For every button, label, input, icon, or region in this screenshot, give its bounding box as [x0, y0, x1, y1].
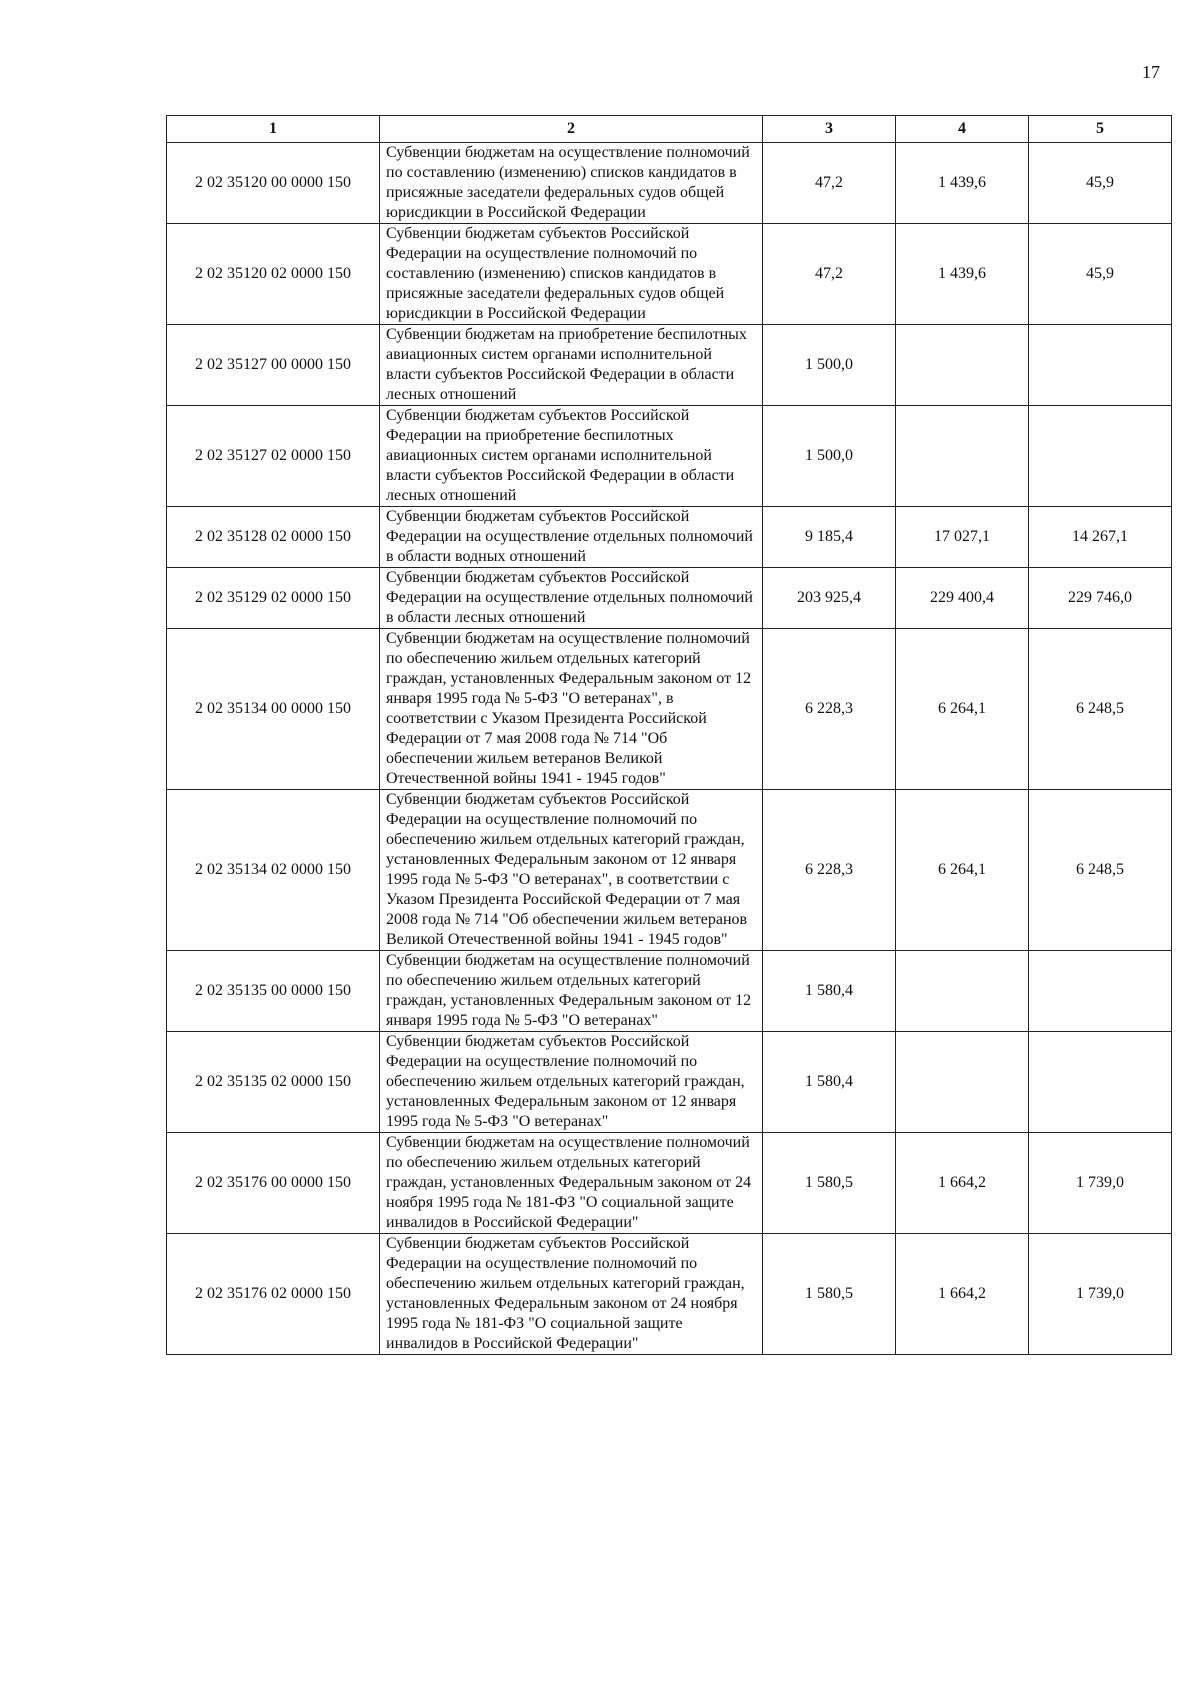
column-header: 1	[167, 116, 380, 143]
table-row	[167, 1133, 1172, 1234]
table-row	[167, 1032, 1172, 1133]
value-col5-cell: 45,9	[1029, 224, 1172, 325]
description-cell: Субвенции бюджетам на приобретение беспилотных авиационных систем органами исполнительной власти субъектов Российской Федерации в области лесных отношений	[380, 325, 763, 406]
budget-code-cell: 2 02 35127 02 0000 150	[167, 406, 380, 507]
value-col3-cell: 47,2	[763, 224, 896, 325]
value-col5-cell: 229 746,0	[1029, 568, 1172, 629]
value-col5-cell: 1 739,0	[1029, 1234, 1172, 1355]
budget-code-cell: 2 02 35128 02 0000 150	[167, 507, 380, 568]
table-row	[167, 1234, 1172, 1355]
value-col5-cell	[1029, 1032, 1172, 1133]
table-row	[167, 951, 1172, 1032]
description-cell: Субвенции бюджетам субъектов Российской Федерации на осуществление отдельных полномочий в области лесных отношений	[380, 568, 763, 629]
value-col5-cell: 6 248,5	[1029, 790, 1172, 951]
budget-table	[166, 115, 1172, 1355]
description-cell: Субвенции бюджетам на осуществление полномочий по обеспечению жильем отдельных категорий граждан, установленных Федеральным законом от 24 ноября 1995 года № 181-ФЗ "О социальной защите инвалидов в Российской Федерации"	[380, 1133, 763, 1234]
value-col4-cell: 1 439,6	[896, 143, 1029, 224]
description-cell: Субвенции бюджетам субъектов Российской Федерации на приобретение беспилотных авиационных систем органами исполнительной власти субъектов Российской Федерации в области лесных отношений	[380, 406, 763, 507]
column-header: 5	[1029, 116, 1172, 143]
table-row	[167, 325, 1172, 406]
value-col3-cell: 1 580,4	[763, 951, 896, 1032]
value-col4-cell	[896, 325, 1029, 406]
description-cell: Субвенции бюджетам на осуществление полномочий по составлению (изменению) списков кандидатов в присяжные заседатели федеральных судов общей юрисдикции в Российской Федерации	[380, 143, 763, 224]
value-col4-cell: 6 264,1	[896, 790, 1029, 951]
budget-code-cell: 2 02 35120 00 0000 150	[167, 143, 380, 224]
value-col4-cell: 1 439,6	[896, 224, 1029, 325]
value-col4-cell: 229 400,4	[896, 568, 1029, 629]
table-row	[167, 224, 1172, 325]
value-col4-cell: 6 264,1	[896, 629, 1029, 790]
table-row	[167, 790, 1172, 951]
table-row	[167, 507, 1172, 568]
value-col5-cell	[1029, 406, 1172, 507]
table-row	[167, 406, 1172, 507]
table-row	[167, 143, 1172, 224]
value-col4-cell	[896, 1032, 1029, 1133]
column-header: 2	[380, 116, 763, 143]
budget-code-cell: 2 02 35127 00 0000 150	[167, 325, 380, 406]
value-col3-cell: 1 580,4	[763, 1032, 896, 1133]
value-col3-cell: 1 500,0	[763, 406, 896, 507]
value-col3-cell: 6 228,3	[763, 790, 896, 951]
budget-code-cell: 2 02 35135 02 0000 150	[167, 1032, 380, 1133]
column-header: 4	[896, 116, 1029, 143]
value-col4-cell: 1 664,2	[896, 1133, 1029, 1234]
value-col4-cell	[896, 951, 1029, 1032]
description-cell: Субвенции бюджетам на осуществление полномочий по обеспечению жильем отдельных категорий граждан, установленных Федеральным законом от 12 января 1995 года № 5-ФЗ "О ветеранах", в соответствии с Указом Президента Российской Федерации от 7 мая 2008 года № 714 "Об обеспечении жильем ветеранов Великой Отечественной войны 1941 - 1945 годов"	[380, 629, 763, 790]
budget-code-cell: 2 02 35134 00 0000 150	[167, 629, 380, 790]
page-number: 17	[1142, 62, 1160, 82]
description-cell: Субвенции бюджетам субъектов Российской Федерации на осуществление отдельных полномочий в области водных отношений	[380, 507, 763, 568]
table-header-row	[167, 116, 1172, 143]
value-col5-cell: 14 267,1	[1029, 507, 1172, 568]
column-header: 3	[763, 116, 896, 143]
table-row	[167, 629, 1172, 790]
budget-code-cell: 2 02 35129 02 0000 150	[167, 568, 380, 629]
value-col4-cell: 1 664,2	[896, 1234, 1029, 1355]
value-col3-cell: 203 925,4	[763, 568, 896, 629]
budget-code-cell: 2 02 35176 02 0000 150	[167, 1234, 380, 1355]
value-col3-cell: 47,2	[763, 143, 896, 224]
value-col4-cell	[896, 406, 1029, 507]
value-col5-cell: 1 739,0	[1029, 1133, 1172, 1234]
budget-code-cell: 2 02 35176 00 0000 150	[167, 1133, 380, 1234]
description-cell: Субвенции бюджетам субъектов Российской Федерации на осуществление полномочий по обеспечению жильем отдельных категорий граждан, установленных Федеральным законом от 12 января 1995 года № 5-ФЗ "О ветеранах"	[380, 1032, 763, 1133]
value-col3-cell: 1 500,0	[763, 325, 896, 406]
table-row	[167, 568, 1172, 629]
description-cell: Субвенции бюджетам субъектов Российской Федерации на осуществление полномочий по обеспечению жильем отдельных категорий граждан, установленных Федеральным законом от 24 ноября 1995 года № 181-ФЗ "О социальной защите инвалидов в Российской Федерации"	[380, 1234, 763, 1355]
value-col3-cell: 9 185,4	[763, 507, 896, 568]
description-cell: Субвенции бюджетам на осуществление полномочий по обеспечению жильем отдельных категорий граждан, установленных Федеральным законом от 12 января 1995 года № 5-ФЗ "О ветеранах"	[380, 951, 763, 1032]
value-col4-cell: 17 027,1	[896, 507, 1029, 568]
budget-code-cell: 2 02 35135 00 0000 150	[167, 951, 380, 1032]
value-col5-cell	[1029, 951, 1172, 1032]
value-col5-cell: 45,9	[1029, 143, 1172, 224]
value-col3-cell: 1 580,5	[763, 1234, 896, 1355]
value-col3-cell: 1 580,5	[763, 1133, 896, 1234]
value-col3-cell: 6 228,3	[763, 629, 896, 790]
description-cell: Субвенции бюджетам субъектов Российской Федерации на осуществление полномочий по обеспечению жильем отдельных категорий граждан, установленных Федеральным законом от 12 января 1995 года № 5-ФЗ "О ветеранах", в соответствии с Указом Президента Российской Федерации от 7 мая 2008 года № 714 "Об обеспечении жильем ветеранов Великой Отечественной войны 1941 - 1945 годов"	[380, 790, 763, 951]
budget-code-cell: 2 02 35120 02 0000 150	[167, 224, 380, 325]
table-body	[167, 143, 1172, 1355]
budget-code-cell: 2 02 35134 02 0000 150	[167, 790, 380, 951]
value-col5-cell: 6 248,5	[1029, 629, 1172, 790]
description-cell: Субвенции бюджетам субъектов Российской Федерации на осуществление полномочий по составлению (изменению) списков кандидатов в присяжные заседатели федеральных судов общей юрисдикции в Российской Федерации	[380, 224, 763, 325]
value-col5-cell	[1029, 325, 1172, 406]
